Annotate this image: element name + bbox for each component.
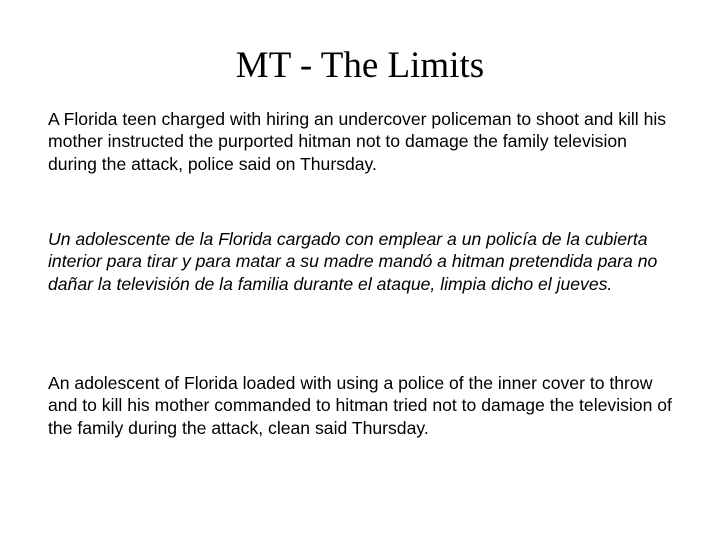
slide-title: MT - The Limits [235,45,485,86]
paragraph-back-translation: An adolescent of Florida loaded with using a police of the inner cover to throw and to kill his mother commanded to hitman tried not to damage the television of the family during the attack, clean said Thursday. [48,373,672,438]
paragraph-spanish-translation: Un adolescente de la Florida cargado con emplear a un policía de la cubierta interior para tirar y para matar a su madre mandó a hitman pretendida para no dañar la televisión de la familia durante el ataque, limpia dicho el jueves. [48,229,658,294]
paragraph-original-english: A Florida teen charged with hiring an undercover policeman to shoot and kill his mother instructed the purported hitman not to damage the family television during the attack, police said on Thursday. [48,109,667,174]
